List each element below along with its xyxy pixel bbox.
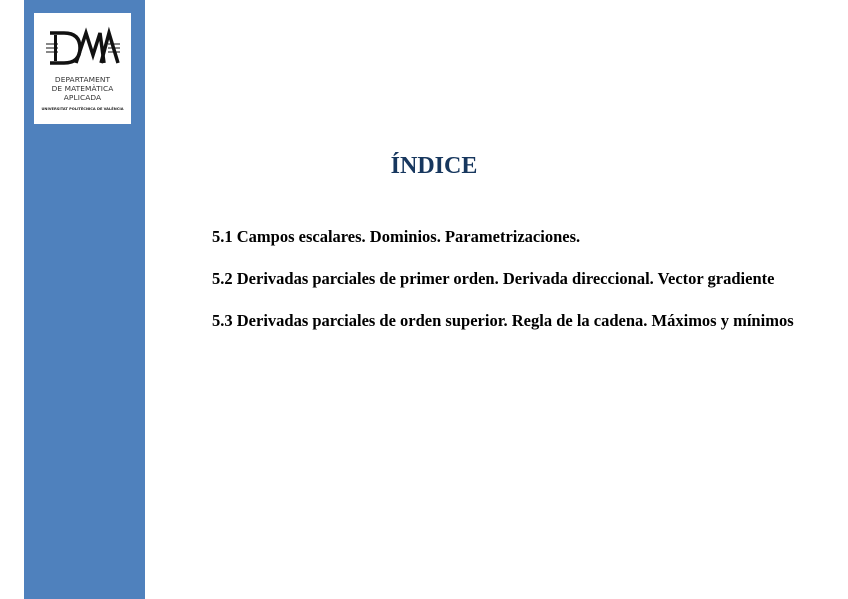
logo-university-line: UNIVERSITAT POLITÈCNICA DE VALÈNCIA [41,107,124,111]
toc-item: 5.3 Derivadas parciales de orden superior. Regla de la cadena. Máximos y mínimos [212,311,794,330]
logo-department-line: APLICADA [63,93,102,102]
toc-item: 5.2 Derivadas parciales de primer orden. Derivada direccional. Vector gradiente [212,269,775,288]
dma-logo-mark [46,25,120,75]
table-of-contents [212,226,812,352]
logo-department-line: DE MATEMÀTICA [51,84,114,93]
page-title: ÍNDICE [390,153,478,179]
toc-item: 5.1 Campos escalares. Dominios. Parametrizaciones. [212,227,581,246]
logo-department-line: DEPARTAMENT [54,75,111,84]
department-logo [34,13,131,124]
